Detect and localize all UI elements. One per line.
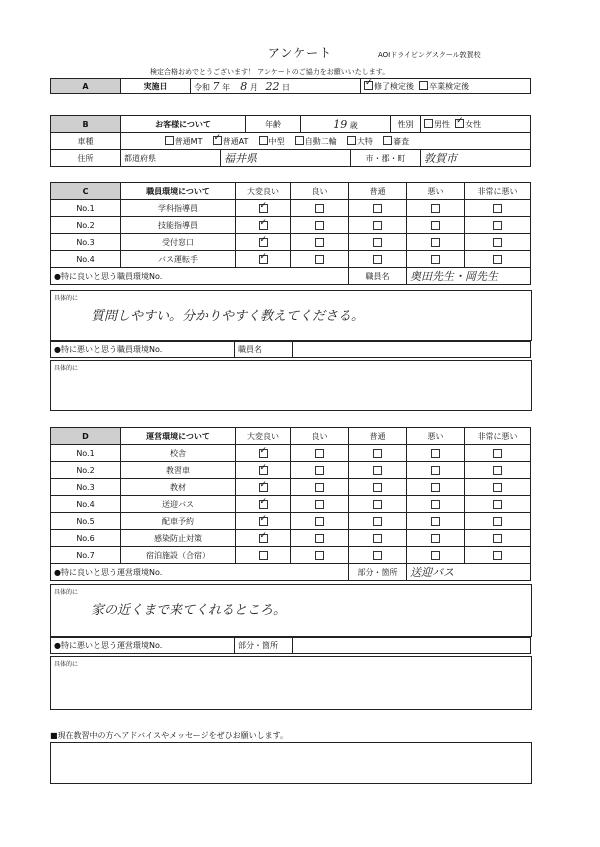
rating-checkbox[interactable] xyxy=(431,255,440,264)
advice-box[interactable] xyxy=(50,742,532,784)
staff-bad-table xyxy=(50,341,531,358)
rating-checkbox[interactable] xyxy=(259,238,268,247)
row-item: 教材 xyxy=(121,479,236,496)
rating-checkbox[interactable] xyxy=(431,466,440,475)
rating-cell xyxy=(291,530,349,547)
vehicle-checkbox[interactable] xyxy=(165,136,174,145)
rating-checkbox[interactable] xyxy=(315,534,324,543)
row-item: 宿泊施設（合宿） xyxy=(121,547,236,564)
scale-header: 悪い xyxy=(407,183,465,200)
rating-checkbox[interactable] xyxy=(259,534,268,543)
rating-cell xyxy=(465,496,531,513)
rating-cell xyxy=(291,462,349,479)
rating-row xyxy=(51,530,531,547)
row-number: No.3 xyxy=(51,234,121,251)
row-number: No.1 xyxy=(51,200,121,217)
rating-cell xyxy=(236,234,291,251)
rating-checkbox[interactable] xyxy=(493,500,502,509)
staff-bad-field[interactable] xyxy=(293,342,531,358)
age-field[interactable] xyxy=(301,116,391,133)
ops-good-detail-text: 家の近くまで来てくれるところ。 xyxy=(91,603,287,618)
age-label: 年齢 xyxy=(246,116,301,133)
rating-cell xyxy=(465,530,531,547)
scale-header: 悪い xyxy=(407,428,465,445)
row-number: No.4 xyxy=(51,496,121,513)
rating-cell xyxy=(349,462,407,479)
section-c-rows xyxy=(51,200,531,268)
rating-cell xyxy=(465,251,531,268)
rating-cell xyxy=(465,234,531,251)
rating-row xyxy=(51,462,531,479)
exam-type-field xyxy=(361,79,531,94)
rating-checkbox[interactable] xyxy=(493,517,502,526)
gender-field xyxy=(421,116,531,133)
rating-checkbox[interactable] xyxy=(259,551,268,560)
school-name: AOIドライビングスクール敦賀校 xyxy=(378,51,481,59)
rating-checkbox[interactable] xyxy=(259,255,268,264)
row-item: バス運転手 xyxy=(121,251,236,268)
staff-good-detail-box[interactable] xyxy=(50,290,532,341)
rating-checkbox[interactable] xyxy=(315,517,324,526)
row-number: No.2 xyxy=(51,462,121,479)
staff-good-field[interactable] xyxy=(407,268,531,285)
section-a-label: 実施日 xyxy=(121,79,191,94)
date-month: 8 xyxy=(240,79,248,93)
exam-type-label: 卒業検定後 xyxy=(429,81,470,91)
city-field[interactable] xyxy=(421,150,531,167)
row-number: No.7 xyxy=(51,547,121,564)
rating-checkbox[interactable] xyxy=(259,500,268,509)
rating-checkbox[interactable] xyxy=(315,466,324,475)
vehicle-option-label: 大特 xyxy=(356,136,373,146)
rating-cell xyxy=(349,234,407,251)
ops-bad-detail-box[interactable] xyxy=(50,656,532,710)
pref-field[interactable] xyxy=(221,150,351,167)
rating-cell xyxy=(349,445,407,462)
row-number: No.2 xyxy=(51,217,121,234)
rating-cell xyxy=(349,547,407,564)
rating-checkbox[interactable] xyxy=(259,483,268,492)
city-value: 敦賀市 xyxy=(424,152,458,165)
rating-cell xyxy=(465,547,531,564)
row-item: 感染防止対策 xyxy=(121,530,236,547)
rating-checkbox[interactable] xyxy=(373,221,382,230)
vehicle-option-label: 中型 xyxy=(268,136,285,146)
vehicle-option-label: 審査 xyxy=(393,136,410,146)
date-era: 令和 xyxy=(194,82,210,92)
rating-cell xyxy=(291,496,349,513)
rating-cell xyxy=(407,547,465,564)
rating-cell xyxy=(407,496,465,513)
rating-checkbox[interactable] xyxy=(493,483,502,492)
ops-good-detail-box[interactable] xyxy=(50,584,532,637)
row-item: 教習車 xyxy=(121,462,236,479)
rating-row xyxy=(51,496,531,513)
rating-cell xyxy=(465,513,531,530)
scale-header: 非常に悪い xyxy=(465,428,531,445)
intro-text: 検定合格おめでとうございます！ アンケートのご協力をお願いいたします。 xyxy=(150,68,390,76)
section-c-table xyxy=(50,182,531,285)
scale-header: 非常に悪い xyxy=(465,183,531,200)
rating-checkbox[interactable] xyxy=(259,449,268,458)
gender-checkbox[interactable] xyxy=(424,119,433,128)
row-number: No.3 xyxy=(51,479,121,496)
staff-good-field-value: 奥田先生・岡先生 xyxy=(410,270,498,283)
ops-bad-prompt xyxy=(51,638,235,654)
rating-checkbox[interactable] xyxy=(373,483,382,492)
rating-cell xyxy=(236,462,291,479)
row-item: 送迎バス xyxy=(121,496,236,513)
rating-checkbox[interactable] xyxy=(259,204,268,213)
rating-checkbox[interactable] xyxy=(315,204,324,213)
rating-cell xyxy=(236,200,291,217)
rating-cell xyxy=(236,530,291,547)
exam-type-checkbox[interactable] xyxy=(364,81,373,90)
ops-bad-field[interactable] xyxy=(293,638,531,654)
section-c-label: 職員環境について xyxy=(121,183,236,200)
rating-cell xyxy=(291,217,349,234)
vehicle-label: 車種 xyxy=(51,133,121,150)
ops-good-detail-label: 具体的に xyxy=(54,589,79,596)
rating-checkbox[interactable] xyxy=(259,517,268,526)
rating-checkbox[interactable] xyxy=(315,500,324,509)
date-year: 7 xyxy=(212,79,220,93)
rating-cell xyxy=(407,445,465,462)
scale-header: 普通 xyxy=(349,428,407,445)
date-field[interactable] xyxy=(191,79,361,94)
rating-cell xyxy=(407,530,465,547)
vehicle-checkbox[interactable] xyxy=(347,136,356,145)
rating-checkbox[interactable] xyxy=(431,221,440,230)
pref-label: 都道府県 xyxy=(121,150,221,167)
row-number: No.6 xyxy=(51,530,121,547)
rating-cell xyxy=(236,547,291,564)
age-value: 19 xyxy=(333,117,348,131)
rating-cell xyxy=(465,479,531,496)
section-d-rows xyxy=(51,445,531,564)
row-number: No.5 xyxy=(51,513,121,530)
staff-good-field-label: 職員名 xyxy=(349,268,407,285)
rating-checkbox[interactable] xyxy=(315,255,324,264)
rating-checkbox[interactable] xyxy=(493,534,502,543)
rating-checkbox[interactable] xyxy=(373,204,382,213)
rating-cell xyxy=(236,217,291,234)
rating-cell xyxy=(407,200,465,217)
vehicle-option-label: 普通MT xyxy=(174,136,203,146)
row-item: 校舎 xyxy=(121,445,236,462)
page-title: アンケート xyxy=(267,46,333,60)
rating-checkbox[interactable] xyxy=(431,500,440,509)
rating-checkbox[interactable] xyxy=(493,221,502,230)
rating-checkbox[interactable] xyxy=(315,483,324,492)
rating-cell xyxy=(291,479,349,496)
ops-good-prompt-text: ●特に良いと思う運営環境No. xyxy=(54,567,163,577)
gender-label: 性別 xyxy=(391,116,421,133)
section-d-table xyxy=(50,427,531,581)
row-number: No.1 xyxy=(51,445,121,462)
rating-row xyxy=(51,251,531,268)
rating-checkbox[interactable] xyxy=(315,221,324,230)
rating-checkbox[interactable] xyxy=(431,534,440,543)
rating-row xyxy=(51,200,531,217)
rating-checkbox[interactable] xyxy=(373,449,382,458)
rating-cell xyxy=(236,496,291,513)
scale-header: 大変良い xyxy=(236,183,291,200)
exam-type-label: 修了検定後 xyxy=(374,81,414,91)
rating-cell xyxy=(465,445,531,462)
rating-cell xyxy=(349,200,407,217)
gender-option-label: 女性 xyxy=(465,119,482,129)
scale-header: 良い xyxy=(291,428,349,445)
rating-cell xyxy=(465,217,531,234)
ops-bad-prompt-text: ●特に悪いと思う運営環境No. xyxy=(54,641,163,650)
rating-checkbox[interactable] xyxy=(431,517,440,526)
rating-checkbox[interactable] xyxy=(493,255,502,264)
gender-checkbox[interactable] xyxy=(455,119,464,128)
scale-header: 大変良い xyxy=(236,428,291,445)
staff-bad-prompt xyxy=(51,342,235,358)
rating-cell xyxy=(349,496,407,513)
date-day-unit: 日 xyxy=(282,82,290,92)
ops-good-field-value: 送迎バス xyxy=(410,566,454,579)
rating-checkbox[interactable] xyxy=(315,551,324,560)
rating-row xyxy=(51,445,531,462)
row-item: 技能指導員 xyxy=(121,217,236,234)
rating-checkbox[interactable] xyxy=(259,221,268,230)
date-day: 22 xyxy=(265,79,280,93)
section-a-table xyxy=(50,78,531,94)
rating-cell xyxy=(349,479,407,496)
section-b-label: お客様について xyxy=(121,116,246,133)
vehicle-checkbox[interactable] xyxy=(213,136,222,145)
rating-checkbox[interactable] xyxy=(493,449,502,458)
rating-cell xyxy=(291,234,349,251)
rating-checkbox[interactable] xyxy=(373,500,382,509)
scale-header: 普通 xyxy=(349,183,407,200)
staff-bad-field-label: 職員名 xyxy=(235,342,293,358)
ops-good-field-label: 部分・箇所 xyxy=(349,564,407,581)
rating-cell xyxy=(236,445,291,462)
rating-checkbox[interactable] xyxy=(431,449,440,458)
rating-cell xyxy=(407,513,465,530)
section-d-label: 運営環境について xyxy=(121,428,236,445)
pref-value: 福井県 xyxy=(224,152,257,165)
section-c-code: C xyxy=(51,183,121,200)
rating-cell xyxy=(407,479,465,496)
date-month-unit: 月 xyxy=(249,82,258,92)
section-d-code: D xyxy=(51,428,121,445)
rating-checkbox[interactable] xyxy=(373,255,382,264)
vehicle-option-label: 普通AT xyxy=(222,136,249,146)
rating-checkbox[interactable] xyxy=(315,449,324,458)
section-b-table xyxy=(50,115,531,167)
rating-checkbox[interactable] xyxy=(373,238,382,247)
rating-cell xyxy=(349,251,407,268)
rating-cell xyxy=(465,462,531,479)
rating-checkbox[interactable] xyxy=(431,238,440,247)
ops-bad-detail-label: 具体的に xyxy=(54,661,79,668)
ops-good-field[interactable] xyxy=(407,564,531,581)
rating-row xyxy=(51,479,531,496)
rating-checkbox[interactable] xyxy=(373,466,382,475)
rating-cell xyxy=(291,445,349,462)
rating-cell xyxy=(236,513,291,530)
rating-row xyxy=(51,217,531,234)
rating-checkbox[interactable] xyxy=(493,466,502,475)
rating-cell xyxy=(407,234,465,251)
rating-checkbox[interactable] xyxy=(493,204,502,213)
date-year-unit: 年 xyxy=(222,82,231,92)
rating-row xyxy=(51,547,531,564)
rating-cell xyxy=(236,479,291,496)
section-a-code: A xyxy=(51,79,121,94)
scale-header: 良い xyxy=(291,183,349,200)
vehicle-checkbox[interactable] xyxy=(259,136,268,145)
row-item: 学科指導員 xyxy=(121,200,236,217)
section-b-code: B xyxy=(51,116,121,133)
staff-bad-detail-box[interactable] xyxy=(50,360,532,411)
staff-good-detail-label: 具体的に xyxy=(54,295,79,302)
rating-checkbox[interactable] xyxy=(373,534,382,543)
rating-checkbox[interactable] xyxy=(431,483,440,492)
ops-good-prompt xyxy=(51,564,349,581)
vehicle-checkbox[interactable] xyxy=(383,136,392,145)
rating-cell xyxy=(349,217,407,234)
advice-prompt: ■現在教習中の方へアドバイスやメッセージをぜひお願いします。 xyxy=(50,731,288,740)
staff-good-prompt-text: ●特に良いと思う職員環境No. xyxy=(54,271,163,281)
age-unit: 歳 xyxy=(349,120,358,130)
rating-checkbox[interactable] xyxy=(315,238,324,247)
rating-checkbox[interactable] xyxy=(259,466,268,475)
rating-checkbox[interactable] xyxy=(373,517,382,526)
vehicle-options xyxy=(121,133,531,150)
row-item: 受付窓口 xyxy=(121,234,236,251)
ops-bad-field-label: 部分・箇所 xyxy=(235,638,293,654)
rating-cell xyxy=(407,462,465,479)
rating-cell xyxy=(465,200,531,217)
rating-checkbox[interactable] xyxy=(373,551,382,560)
rating-checkbox[interactable] xyxy=(493,551,502,560)
exam-type-checkbox[interactable] xyxy=(419,81,428,90)
vehicle-checkbox[interactable] xyxy=(295,136,304,145)
staff-good-prompt xyxy=(51,268,349,285)
rating-cell xyxy=(291,547,349,564)
rating-cell xyxy=(407,251,465,268)
rating-cell xyxy=(236,251,291,268)
rating-cell xyxy=(349,513,407,530)
staff-good-detail-text: 質問しやすい。分かりやすく教えてくださる。 xyxy=(91,309,365,324)
ops-bad-table xyxy=(50,637,531,654)
rating-cell xyxy=(291,200,349,217)
rating-checkbox[interactable] xyxy=(493,238,502,247)
rating-cell xyxy=(291,513,349,530)
rating-row xyxy=(51,513,531,530)
staff-bad-detail-label: 具体的に xyxy=(54,365,79,372)
city-label: 市・郡・町 xyxy=(351,150,421,167)
rating-checkbox[interactable] xyxy=(431,204,440,213)
rating-cell xyxy=(407,217,465,234)
rating-checkbox[interactable] xyxy=(431,551,440,560)
vehicle-option-label: 自動二輪 xyxy=(304,136,337,146)
staff-bad-prompt-text: ●特に悪いと思う職員環境No. xyxy=(54,345,163,354)
rating-row xyxy=(51,234,531,251)
row-item: 配車予約 xyxy=(121,513,236,530)
gender-option-label: 男性 xyxy=(434,119,451,129)
address-label: 住所 xyxy=(51,150,121,167)
row-number: No.4 xyxy=(51,251,121,268)
rating-cell xyxy=(349,530,407,547)
rating-cell xyxy=(291,251,349,268)
